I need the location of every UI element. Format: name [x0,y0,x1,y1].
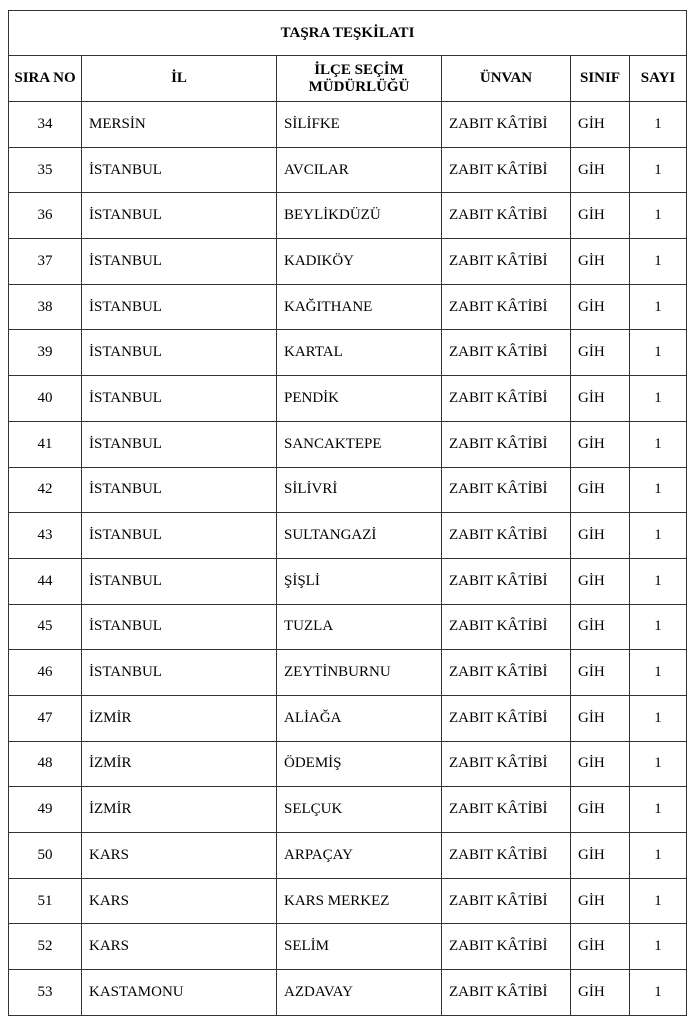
cell-ilce: KARTAL [277,330,442,376]
cell-sayi: 1 [630,924,687,970]
cell-il: İSTANBUL [82,193,277,239]
cell-ilce: BEYLİKDÜZÜ [277,193,442,239]
cell-sinif: GİH [571,558,630,604]
cell-il: İSTANBUL [82,147,277,193]
cell-ilce: KAĞITHANE [277,284,442,330]
table-row [9,695,687,741]
cell-il: KARS [82,924,277,970]
cell-unvan: ZABIT KÂTİBİ [442,787,571,833]
cell-il: İSTANBUL [82,604,277,650]
table-row [9,650,687,696]
cell-sinif: GİH [571,239,630,285]
cell-sayi: 1 [630,513,687,559]
cell-sinif: GİH [571,102,630,148]
table-row [9,102,687,148]
cell-ilce: SİLİVRİ [277,467,442,513]
cell-il: KARS [82,878,277,924]
cell-sira-no: 39 [9,330,82,376]
table-row [9,467,687,513]
cell-sayi: 1 [630,284,687,330]
cell-ilce: ARPAÇAY [277,833,442,879]
cell-unvan: ZABIT KÂTİBİ [442,650,571,696]
cell-il: İSTANBUL [82,330,277,376]
cell-il: İZMİR [82,695,277,741]
cell-sira-no: 42 [9,467,82,513]
cell-ilce: SANCAKTEPE [277,421,442,467]
cell-il: İSTANBUL [82,513,277,559]
cell-sayi: 1 [630,239,687,285]
cell-unvan: ZABIT KÂTİBİ [442,193,571,239]
cell-sinif: GİH [571,833,630,879]
cell-ilce: ZEYTİNBURNU [277,650,442,696]
cell-unvan: ZABIT KÂTİBİ [442,741,571,787]
cell-sinif: GİH [571,284,630,330]
cell-sinif: GİH [571,604,630,650]
table-row [9,330,687,376]
cell-il: İSTANBUL [82,284,277,330]
cell-sira-no: 49 [9,787,82,833]
table-row [9,833,687,879]
table-row [9,741,687,787]
cell-ilce: SELİM [277,924,442,970]
cell-sayi: 1 [630,102,687,148]
cell-ilce: ALİAĞA [277,695,442,741]
table-row [9,924,687,970]
header-sira-no: SIRA NO [9,56,82,102]
cell-sira-no: 36 [9,193,82,239]
cell-ilce: ŞİŞLİ [277,558,442,604]
cell-unvan: ZABIT KÂTİBİ [442,467,571,513]
cell-unvan: ZABIT KÂTİBİ [442,239,571,285]
table-row [9,604,687,650]
cell-sinif: GİH [571,330,630,376]
header-il: İL [82,56,277,102]
cell-sinif: GİH [571,193,630,239]
cell-il: MERSİN [82,102,277,148]
cell-ilce: PENDİK [277,376,442,422]
cell-sinif: GİH [571,376,630,422]
cell-sinif: GİH [571,695,630,741]
table-row [9,284,687,330]
cell-il: İSTANBUL [82,239,277,285]
cell-sira-no: 37 [9,239,82,285]
header-ilce: İLÇE SEÇİM MÜDÜRLÜĞÜ [277,56,442,102]
table-row [9,147,687,193]
cell-sayi: 1 [630,147,687,193]
cell-ilce: SELÇUK [277,787,442,833]
cell-ilce: AVCILAR [277,147,442,193]
cell-unvan: ZABIT KÂTİBİ [442,284,571,330]
cell-unvan: ZABIT KÂTİBİ [442,421,571,467]
cell-unvan: ZABIT KÂTİBİ [442,924,571,970]
cell-il: İSTANBUL [82,421,277,467]
table-body [9,102,687,1016]
cell-sinif: GİH [571,421,630,467]
cell-sira-no: 51 [9,878,82,924]
cell-il: İSTANBUL [82,650,277,696]
table-header-row [9,56,687,102]
staff-table [8,10,687,1016]
cell-unvan: ZABIT KÂTİBİ [442,376,571,422]
cell-sayi: 1 [630,695,687,741]
cell-unvan: ZABIT KÂTİBİ [442,878,571,924]
table-row [9,513,687,559]
table-title: TAŞRA TEŞKİLATI [9,11,687,56]
cell-sira-no: 35 [9,147,82,193]
table-row [9,878,687,924]
cell-unvan: ZABIT KÂTİBİ [442,558,571,604]
cell-sayi: 1 [630,833,687,879]
cell-sinif: GİH [571,650,630,696]
cell-sinif: GİH [571,787,630,833]
cell-sayi: 1 [630,330,687,376]
cell-sinif: GİH [571,924,630,970]
cell-sira-no: 52 [9,924,82,970]
cell-il: KARS [82,833,277,879]
header-sinif: SINIF [571,56,630,102]
cell-ilce: ÖDEMİŞ [277,741,442,787]
cell-sira-no: 53 [9,970,82,1016]
cell-sira-no: 40 [9,376,82,422]
cell-sinif: GİH [571,741,630,787]
cell-sira-no: 50 [9,833,82,879]
cell-ilce: AZDAVAY [277,970,442,1016]
cell-ilce: SULTANGAZİ [277,513,442,559]
table-row [9,376,687,422]
cell-ilce: KARS MERKEZ [277,878,442,924]
header-unvan: ÜNVAN [442,56,571,102]
cell-sira-no: 47 [9,695,82,741]
cell-il: İSTANBUL [82,558,277,604]
cell-sinif: GİH [571,147,630,193]
cell-ilce: TUZLA [277,604,442,650]
cell-sira-no: 48 [9,741,82,787]
cell-sira-no: 38 [9,284,82,330]
cell-sira-no: 41 [9,421,82,467]
cell-sayi: 1 [630,421,687,467]
table-row [9,239,687,285]
table-title-row [9,11,687,56]
table-row [9,193,687,239]
table-row [9,421,687,467]
table-row [9,970,687,1016]
cell-sira-no: 43 [9,513,82,559]
cell-unvan: ZABIT KÂTİBİ [442,513,571,559]
cell-il: İZMİR [82,741,277,787]
table-row [9,787,687,833]
cell-il: KASTAMONU [82,970,277,1016]
cell-sayi: 1 [630,787,687,833]
cell-sayi: 1 [630,558,687,604]
header-sayi: SAYI [630,56,687,102]
cell-sayi: 1 [630,467,687,513]
cell-unvan: ZABIT KÂTİBİ [442,604,571,650]
cell-ilce: KADIKÖY [277,239,442,285]
cell-sayi: 1 [630,193,687,239]
cell-sira-no: 46 [9,650,82,696]
cell-il: İSTANBUL [82,376,277,422]
cell-sayi: 1 [630,376,687,422]
cell-unvan: ZABIT KÂTİBİ [442,970,571,1016]
cell-sinif: GİH [571,467,630,513]
cell-sira-no: 45 [9,604,82,650]
cell-sinif: GİH [571,513,630,559]
cell-il: İZMİR [82,787,277,833]
cell-sira-no: 34 [9,102,82,148]
cell-ilce: SİLİFKE [277,102,442,148]
cell-unvan: ZABIT KÂTİBİ [442,330,571,376]
cell-sayi: 1 [630,970,687,1016]
cell-sira-no: 44 [9,558,82,604]
cell-sayi: 1 [630,650,687,696]
cell-sinif: GİH [571,970,630,1016]
cell-sinif: GİH [571,878,630,924]
cell-il: İSTANBUL [82,467,277,513]
cell-sayi: 1 [630,878,687,924]
cell-unvan: ZABIT KÂTİBİ [442,833,571,879]
cell-sayi: 1 [630,604,687,650]
table-row [9,558,687,604]
cell-sayi: 1 [630,741,687,787]
cell-unvan: ZABIT KÂTİBİ [442,102,571,148]
cell-unvan: ZABIT KÂTİBİ [442,147,571,193]
cell-unvan: ZABIT KÂTİBİ [442,695,571,741]
